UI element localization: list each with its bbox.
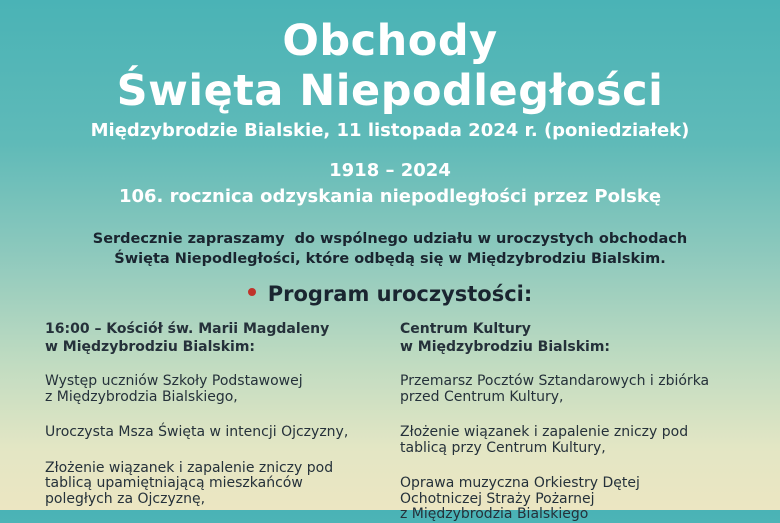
years-range: 1918 – 2024	[329, 160, 451, 181]
anniversary-text: 106. rocznica odzyskania niepodległości przez Polskę	[118, 186, 662, 207]
invitation-line-2: Święta Niepodległości, które odbędą się w Międzybrodziu Bialskim.	[114, 251, 666, 267]
list-item-line: poległych za Ojczyznę,	[45, 490, 206, 507]
list-item	[400, 374, 760, 405]
list-item-line: tablicą upamiętniającą mieszkańców	[45, 475, 303, 491]
list-item-line: tablicą przy Centrum Kultury,	[400, 439, 606, 456]
bullet-icon	[248, 288, 256, 296]
list-item	[400, 476, 760, 523]
title-line-1: Obchody	[282, 16, 498, 66]
list-item-line: Ochotniczej Straży Pożarnej	[400, 490, 595, 507]
list-item	[45, 425, 385, 441]
title-line-2: Święta Niepodległości	[116, 66, 664, 116]
church-heading-line-2: w Międzybrodziu Bialskim:	[45, 339, 256, 355]
program-heading: Program uroczystości:	[267, 282, 533, 306]
list-item-line: z Międzybrodzia Bialskiego	[400, 506, 589, 522]
program-column-culture-center	[400, 320, 760, 523]
list-item-line: Występ uczniów Szkoły Podstawowej	[45, 373, 303, 389]
church-heading-line-1: 16:00 – Kościół św. Marii Magdaleny	[45, 321, 330, 337]
culture-center-heading-line-1: Centrum Kultury	[400, 321, 531, 337]
invitation-line-1: Serdecznie zapraszamy do wspólnego udziału w uroczystych obchodach	[92, 231, 688, 247]
list-item	[45, 374, 385, 405]
list-item	[400, 425, 760, 456]
list-item-line: z Międzybrodzia Bialskiego,	[45, 388, 238, 405]
program-heading-row	[0, 282, 780, 306]
culture-center-heading-line-2: w Międzybrodziu Bialskim:	[400, 339, 611, 355]
list-item-line: Złożenie wiązanek i zapalenie zniczy pod	[400, 424, 689, 440]
list-item	[45, 461, 385, 508]
list-item-line: przed Centrum Kultury,	[400, 388, 564, 405]
event-subtitle: Międzybrodzie Bialskie, 11 listopada 2024 r. (poniedziałek)	[90, 120, 690, 141]
program-column-church	[45, 320, 385, 507]
list-item-line: Przemarsz Pocztów Sztandarowych i zbiórka	[400, 373, 710, 389]
list-item-line: Złożenie wiązanek i zapalenie zniczy pod	[45, 459, 334, 476]
list-item-line: Uroczysta Msza Święta w intencji Ojczyzny,	[45, 424, 349, 440]
list-item-line: Oprawa muzyczna Orkiestry Dętej	[400, 475, 640, 491]
